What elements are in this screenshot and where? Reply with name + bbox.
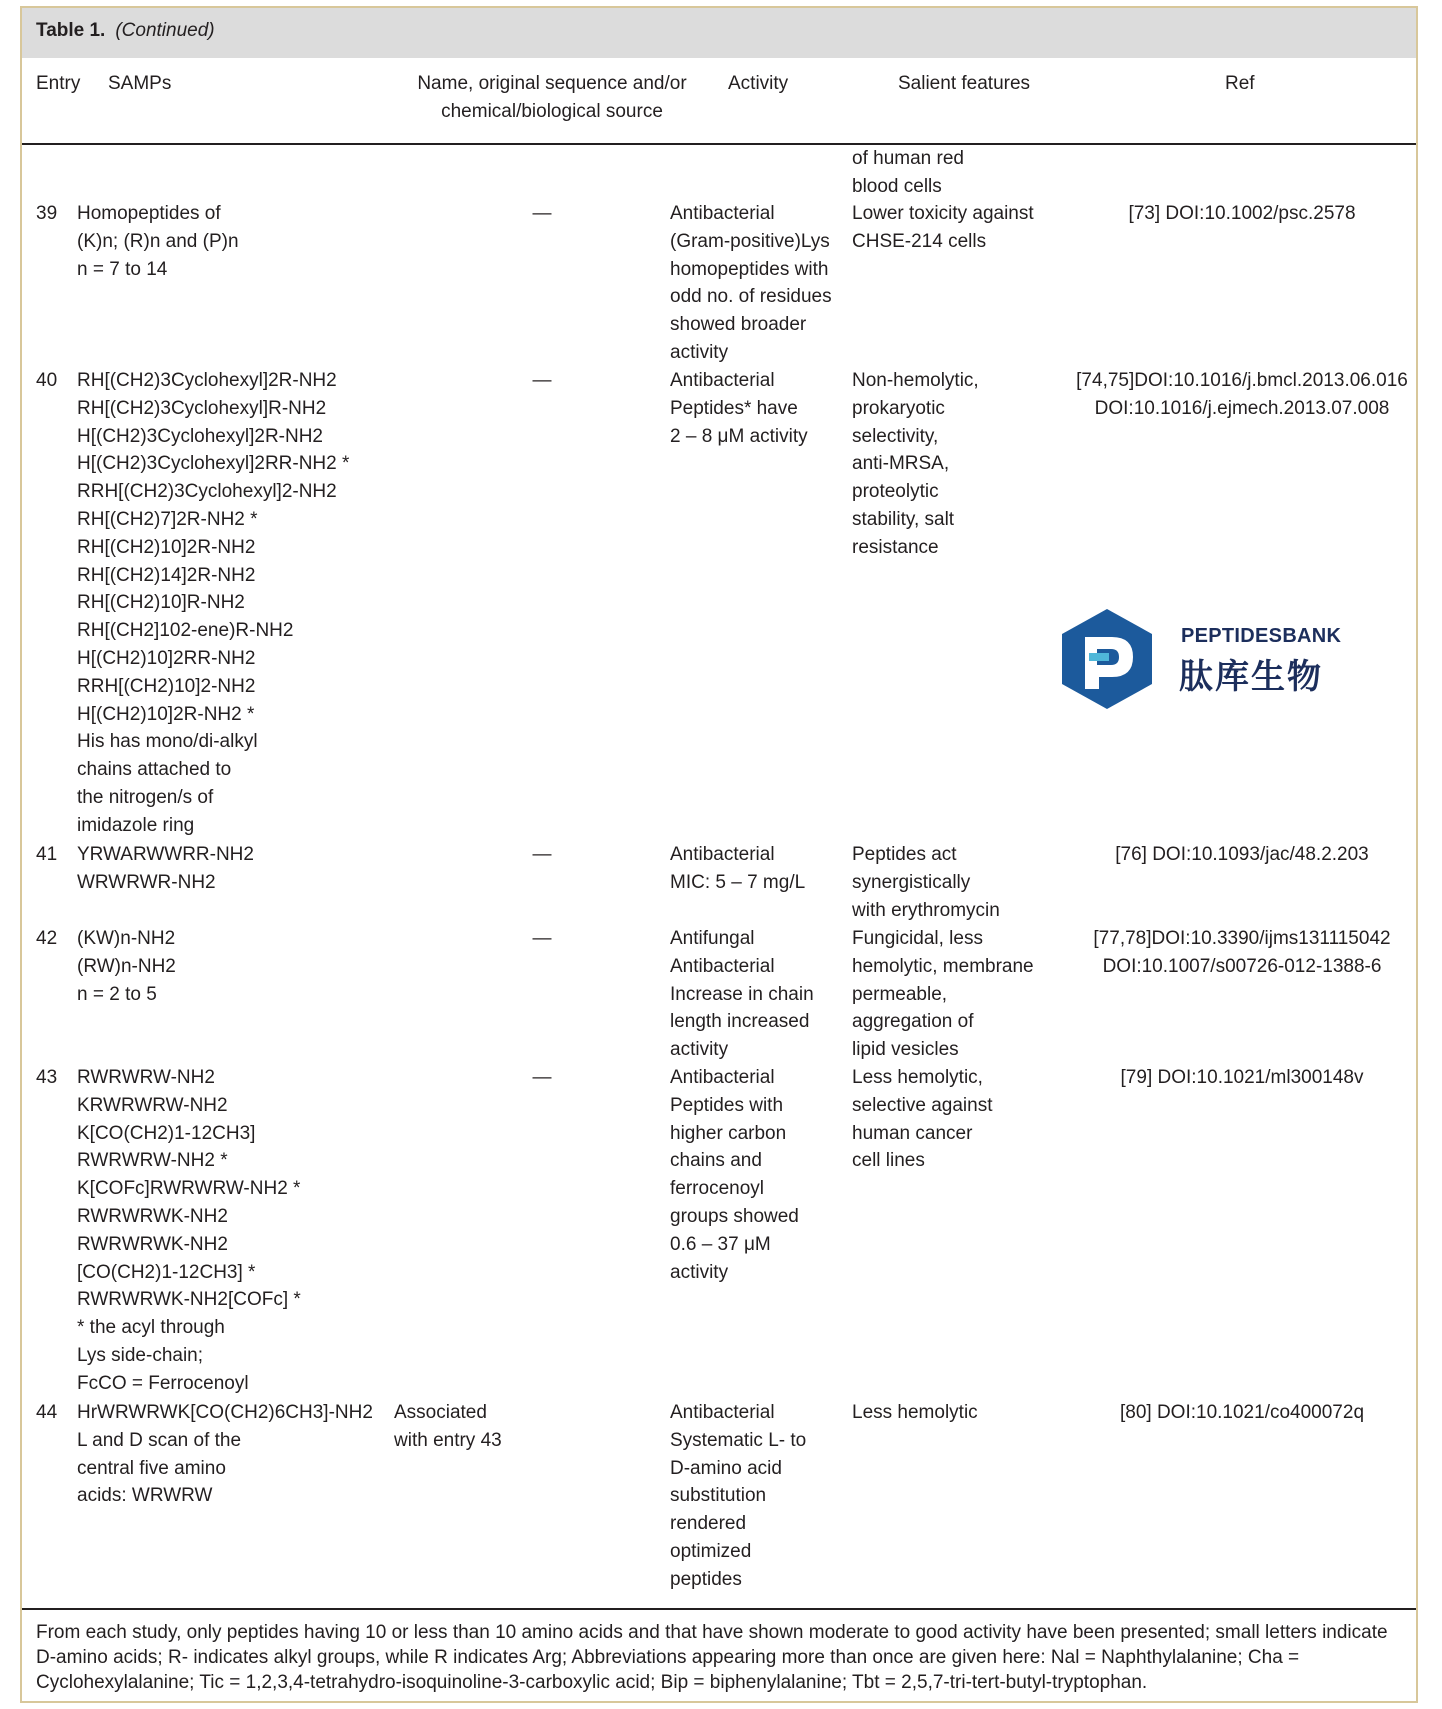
watermark-en: PEPTIDESBANK <box>1181 625 1342 647</box>
table-continued: (Continued) <box>115 20 215 41</box>
cell-salient: Peptides act synergistically with erythromycin <box>852 844 1000 921</box>
cell-name: Associated with entry 43 <box>394 1402 502 1451</box>
peptidesbank-logo-icon <box>1057 607 1157 711</box>
cell-entry: 40 <box>36 370 58 391</box>
cell-ref: [76] DOI:10.1093/jac/48.2.203 <box>1115 844 1369 865</box>
cell-samps: RWRWRW-NH2 KRWRWRW-NH2 K[CO(CH2)1-12CH3] RWRWRW-NH2 * K[COFc]RWRWRW-NH2 * RWRWRWK-NH2 RWRWRWK-NH2 [CO(CH2)1-12CH3] * RWRWRWK-NH2[COFc] * * the acyl through Lys side-chain; FcCO = Ferrocenoyl <box>77 1067 301 1394</box>
cell-samps: HrWRWRWK[CO(CH2)6CH3]-NH2 L and D scan of the central five amino acids: WRWRW <box>77 1402 373 1507</box>
cell-salient: Less hemolytic <box>852 1402 978 1423</box>
cell-name: — <box>532 844 552 865</box>
cell-activity: Antibacterial (Gram-positive)Lys homopeptides with odd no. of residues showed broader activity <box>670 203 832 363</box>
cell-ref: [79] DOI:10.1021/ml300148v <box>1120 1067 1364 1088</box>
header-samps: SAMPs <box>108 73 172 94</box>
watermark-logo <box>1057 607 1342 717</box>
watermark-zh: 肽库生物 <box>1179 658 1323 696</box>
cell-entry: 44 <box>36 1402 58 1423</box>
cell-ref: [80] DOI:10.1021/co400072q <box>1119 1402 1365 1423</box>
cell-activity: Antibacterial Peptides* have 2 – 8 μM activity <box>670 370 808 447</box>
header-ref: Ref <box>1225 73 1255 94</box>
cell-salient: Non-hemolytic, prokaryotic selectivity, anti-MRSA, proteolytic stability, salt resistance <box>852 370 979 558</box>
cell-activity: Antibacterial Systematic L- to D-amino acid substitution rendered optimized peptides <box>670 1402 807 1590</box>
cell-samps: Homopeptides of (K)n; (R)n and (P)n n = 7 to 14 <box>77 203 239 280</box>
cell-ref: [74,75]DOI:10.1016/j.bmcl.2013.06.016 DOI:10.1016/j.ejmech.2013.07.008 <box>1076 370 1408 419</box>
cell-name: — <box>532 1067 552 1088</box>
cell-entry: 43 <box>36 1067 58 1088</box>
table-label: Table 1. <box>36 20 106 41</box>
header-activity: Activity <box>728 73 789 94</box>
cell-entry: 42 <box>36 928 58 949</box>
carryover-salient: of human red blood cells <box>852 148 964 197</box>
cell-ref: [73] DOI:10.1002/psc.2578 <box>1128 203 1356 224</box>
cell-salient: Fungicidal, less hemolytic, membrane permeable, aggregation of lipid vesicles <box>852 928 1034 1061</box>
header-salient: Salient features <box>898 73 1031 94</box>
cell-name: — <box>532 203 552 224</box>
cell-name: — <box>532 928 552 949</box>
cell-samps: YRWARWWRR-NH2 WRWRWR-NH2 <box>77 844 254 893</box>
cell-entry: 39 <box>36 203 58 224</box>
cell-salient: Less hemolytic, selective against human cancer cell lines <box>852 1067 993 1172</box>
cell-name: — <box>532 370 552 391</box>
table-header <box>22 58 1416 145</box>
cell-activity: Antibacterial MIC: 5 – 7 mg/L <box>670 844 806 893</box>
cell-salient: Lower toxicity against CHSE-214 cells <box>852 203 1034 252</box>
cell-activity: Antibacterial Peptides with higher carbon chains and ferrocenoyl groups showed 0.6 – 37 μM activity <box>670 1067 799 1283</box>
table-footnote: From each study, only peptides having 10 or less than 10 amino acids and that have shown moderate to good activity have been presented; small letters indicate D-amino acids; R- indicates alkyl groups, while R indicates Arg; Abbreviations appearing more than once are given here: Nal = Naphthylalanine; Cha = Cyclohexylalanine; Tic = 1,2,3,4-tetrahydro-isoquinoline-3-carboxylic acid; Bip = biphenylalanine; Tbt = 2,5,7-tri-tert-butyl-tryptophan. <box>22 1608 1416 1705</box>
table-caption <box>22 8 1416 58</box>
header-entry: Entry <box>36 73 81 94</box>
cell-ref: [77,78]DOI:10.3390/ijms131115042 DOI:10.1007/s00726-012-1388-6 <box>1093 928 1391 977</box>
cell-samps: RH[(CH2)3Cyclohexyl]2R-NH2 RH[(CH2)3Cyclohexyl]R-NH2 H[(CH2)3Cyclohexyl]2R-NH2 H[(CH2)3Cyclohexyl]2RR-NH2 * RRH[(CH2)3Cyclohexyl]2-NH2 RH[(CH2)7]2R-NH2 * RH[(CH2)10]2R-NH2 RH[(CH2)14]2R-NH2 RH[(CH2)10]R-NH2 RH[(CH2]102-ene)R-NH2 H[(CH2)10]2RR-NH2 RRH[(CH2)10]2-NH2 H[(CH2)10]2R-NH2 * His has mono/di-alkyl chains attached to the nitrogen/s of imidazole ring <box>77 370 350 836</box>
cell-entry: 41 <box>36 844 58 865</box>
table-frame <box>20 6 1418 1703</box>
cell-activity: Antifungal Antibacterial Increase in chain length increased activity <box>670 928 814 1061</box>
header-name: Name, original sequence and/or chemical/biological source <box>417 73 687 122</box>
cell-samps: (KW)n-NH2 (RW)n-NH2 n = 2 to 5 <box>77 928 176 1005</box>
